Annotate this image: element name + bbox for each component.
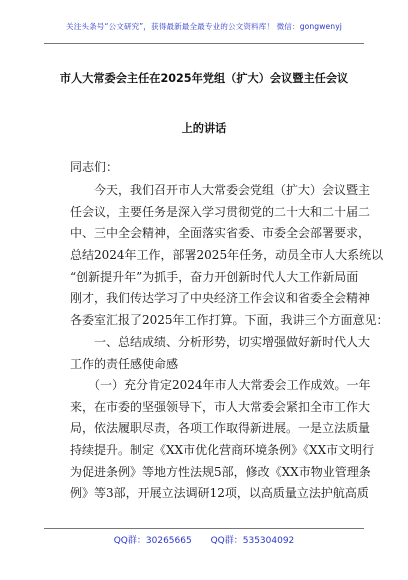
text-line: 为促进条例》等地方性法规5部，修改《XX市物业管理条 — [70, 464, 371, 479]
body-paragraph-1 — [70, 180, 389, 375]
text-line: 局，依法履职尽责，各项工作取得新进展。一是立法质量 — [70, 421, 371, 436]
body-paragraph-2 — [70, 375, 375, 505]
text-line: 刚才，我们传达学习了中央经济工作会议和省委全会精神 — [70, 291, 371, 306]
text-line: 今天，我们召开市人大常委会党组（扩大）会议暨主 — [70, 183, 371, 197]
document-title: 市人大常委会主任在2025年党组（扩大）会议暨主任会议 — [59, 72, 349, 85]
text-line: 例》等3部，开展立法调研12项，以高质量立法护航高质 — [70, 486, 369, 501]
text-line: 一、总结成绩、分析形势，切实增强做好新时代人大 — [70, 334, 371, 349]
text-line: 总结2024年工作，部署2025年任务，动员全市人大系统以 — [70, 248, 384, 263]
text-line: “创新提升年”为抓手，奋力开创新时代人大工作新局面 — [70, 269, 359, 284]
text-line: （一）充分肯定2024年市人大常委会工作成效。一年 — [70, 378, 371, 392]
document-title-continued: 上的讲话 — [181, 122, 227, 135]
text-line: 持续提升。制定《XX市优化营商环境条例》《XX市文明行 — [70, 443, 375, 458]
header-notice: 关注头条号“公文研究”，获得最新最全最专业的公文资料库！ 微信：gongwenyj — [66, 22, 342, 31]
footer-qq-group-2: QQ群：535304092 — [210, 536, 295, 546]
footer-divider — [44, 528, 364, 529]
page-footer — [0, 533, 408, 546]
text-line: 任会议，主要任务是深入学习贯彻党的二十大和二十届二 — [70, 204, 371, 219]
salutation: 同志们： — [70, 160, 119, 174]
text-line: 中、三中全会精神，全面落实省委、市委全会部署要求， — [70, 226, 371, 241]
footer-qq-group-1: QQ群：30265665 — [113, 536, 192, 546]
text-line: 来，在市委的坚强领导下，市人大常委会紧扣全市工作大 — [70, 399, 371, 414]
header-divider — [44, 43, 364, 44]
page-header — [0, 0, 408, 46]
text-line: 各委室汇报了2025年工作打算。下面，我讲三个方面意见： — [70, 313, 389, 328]
text-line: 工作的责任感使命感 — [70, 356, 179, 371]
